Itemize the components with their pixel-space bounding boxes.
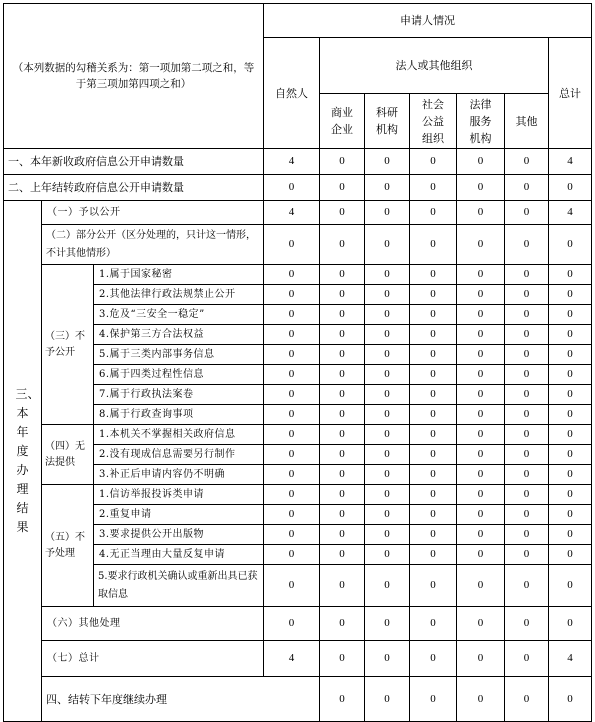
cell-research: 0 [365, 485, 410, 505]
cell-commercial: 0 [320, 485, 365, 505]
cell-commercial: 0 [320, 345, 365, 365]
cell-total: 0 [549, 405, 592, 425]
cell-legal-service: 0 [457, 545, 505, 565]
cell-total: 0 [549, 607, 592, 641]
cell-public-welfare: 0 [410, 225, 457, 265]
cell-research: 0 [365, 545, 410, 565]
cell-public-welfare: 0 [410, 505, 457, 525]
cell-other: 0 [505, 365, 549, 385]
cell-legal-service: 0 [457, 485, 505, 505]
cell-legal-service: 0 [457, 175, 505, 201]
cell-legal-service: 0 [457, 445, 505, 465]
cell-other: 0 [505, 175, 549, 201]
cell-legal-service: 0 [457, 607, 505, 641]
cell-natural-person: 0 [264, 265, 320, 285]
section-3-text: 三、本年度办理结果 [15, 387, 40, 534]
cell-other: 0 [505, 465, 549, 485]
cell-commercial: 0 [320, 225, 365, 265]
cell-natural-person: 0 [264, 525, 320, 545]
cell-commercial: 0 [320, 149, 365, 175]
row-label: 7.属于行政执法案卷 [94, 385, 264, 405]
applicant-header: 申请人情况 [264, 4, 592, 38]
cell-natural-person: 0 [264, 465, 320, 485]
cell-legal-service: 0 [457, 149, 505, 175]
table-row [4, 677, 592, 722]
row-label: 3.要求提供公开出版物 [94, 525, 264, 545]
row-label: 5.属于三类内部事务信息 [94, 345, 264, 365]
cell-research: 0 [365, 175, 410, 201]
cell-natural-person: 0 [264, 565, 320, 607]
cell-other: 0 [505, 325, 549, 345]
table-row [4, 425, 592, 445]
cell-total: 0 [549, 175, 592, 201]
cell-natural-person: 4 [264, 149, 320, 175]
cell-other: 0 [505, 385, 549, 405]
cell-research: 0 [365, 149, 410, 175]
relation-note: （本列数据的勾稽关系为：第一项加第二项之和，等于第三项加第四项之和） [4, 4, 264, 149]
cell-natural-person: 4 [264, 641, 320, 677]
cell-natural-person: 0 [320, 677, 365, 722]
cell-natural-person: 0 [264, 607, 320, 641]
cell-research: 0 [365, 365, 410, 385]
cell-total: 0 [549, 325, 592, 345]
cell-commercial: 0 [320, 285, 365, 305]
cell-other: 0 [505, 149, 549, 175]
cell-public-welfare: 0 [410, 607, 457, 641]
cell-legal-service: 0 [457, 565, 505, 607]
cell-public-welfare: 0 [410, 405, 457, 425]
cell-other: 0 [505, 485, 549, 505]
cell-public-welfare: 0 [410, 149, 457, 175]
legal-org-header: 法人或其他组织 [320, 38, 549, 94]
header-row-1 [4, 4, 592, 38]
cell-public-welfare: 0 [410, 325, 457, 345]
row-label: 1.信访举报投诉类申请 [94, 485, 264, 505]
row-label: 四、结转下年度继续办理 [42, 677, 320, 722]
other-header: 其他 [505, 94, 549, 149]
cell-public-welfare: 0 [410, 365, 457, 385]
cell-natural-person: 0 [264, 485, 320, 505]
cell-other: 0 [505, 545, 549, 565]
cell-public-welfare: 0 [410, 201, 457, 225]
cell-natural-person: 0 [264, 385, 320, 405]
cell-public-welfare: 0 [410, 485, 457, 505]
cell-research: 0 [365, 505, 410, 525]
cell-legal-service: 0 [457, 201, 505, 225]
cell-total: 0 [549, 545, 592, 565]
cell-natural-person: 0 [264, 225, 320, 265]
cell-total: 0 [549, 485, 592, 505]
cell-public-welfare: 0 [410, 175, 457, 201]
cell-legal-service: 0 [457, 505, 505, 525]
natural-person-header: 自然人 [264, 38, 320, 149]
row-label: 4.保护第三方合法权益 [94, 325, 264, 345]
cell-other: 0 [505, 285, 549, 305]
cell-legal-service: 0 [457, 425, 505, 445]
table-row [4, 149, 592, 175]
row-label: 一、本年新收政府信息公开申请数量 [4, 149, 264, 175]
cell-public-welfare: 0 [410, 285, 457, 305]
cell-public-welfare: 0 [410, 445, 457, 465]
cell-total: 0 [549, 505, 592, 525]
legal-service-header: 法律服务机构 [457, 94, 505, 149]
cell-natural-person: 0 [264, 425, 320, 445]
cell-public-welfare: 0 [410, 641, 457, 677]
cell-other: 0 [505, 265, 549, 285]
cell-natural-person: 0 [264, 175, 320, 201]
cell-legal-service: 0 [457, 325, 505, 345]
cell-public-welfare: 0 [410, 545, 457, 565]
cell-legal-service: 0 [457, 345, 505, 365]
gov-info-disclosure-table-wrap [3, 3, 591, 715]
cell-total: 4 [549, 641, 592, 677]
cell-legal-service: 0 [457, 465, 505, 485]
cell-research: 0 [365, 385, 410, 405]
cell-other: 0 [505, 641, 549, 677]
cell-public-welfare: 0 [410, 385, 457, 405]
table-row [4, 607, 592, 641]
cell-commercial: 0 [320, 545, 365, 565]
total-header: 总计 [549, 38, 592, 149]
cell-natural-person: 0 [264, 365, 320, 385]
cell-total: 0 [549, 425, 592, 445]
cell-commercial: 0 [320, 325, 365, 345]
row-label: 5.要求行政机关确认或重新出具已获取信息 [94, 565, 264, 607]
row-label: 3.补正后申请内容仍不明确 [94, 465, 264, 485]
cell-other: 0 [505, 525, 549, 545]
group-label-unable: （四）无法提供 [42, 425, 94, 485]
cell-research: 0 [365, 265, 410, 285]
cell-commercial: 0 [320, 201, 365, 225]
cell-research: 0 [365, 225, 410, 265]
cell-legal-service: 0 [457, 405, 505, 425]
cell-natural-person: 0 [264, 285, 320, 305]
cell-public-welfare: 0 [410, 345, 457, 365]
cell-natural-person: 0 [264, 405, 320, 425]
cell-natural-person: 0 [264, 345, 320, 365]
cell-total: 0 [549, 345, 592, 365]
row-label: 二、上年结转政府信息公开申请数量 [4, 175, 264, 201]
cell-total: 0 [549, 445, 592, 465]
group-label-not-processed: （五）不予处理 [42, 485, 94, 607]
cell-total: 0 [549, 565, 592, 607]
cell-natural-person: 0 [264, 505, 320, 525]
cell-legal-service: 0 [457, 285, 505, 305]
row-label: （六）其他处理 [42, 607, 264, 641]
cell-research: 0 [365, 325, 410, 345]
cell-legal-service: 0 [457, 265, 505, 285]
cell-legal-service: 0 [457, 305, 505, 325]
cell-public-welfare: 0 [410, 265, 457, 285]
cell-legal-service: 0 [457, 525, 505, 545]
section-3-label [4, 201, 42, 722]
cell-legal-service: 0 [457, 225, 505, 265]
table-row [4, 265, 592, 285]
cell-research: 0 [365, 425, 410, 445]
row-label: 2.重复申请 [94, 505, 264, 525]
cell-total: 4 [549, 149, 592, 175]
row-label: 8.属于行政查询事项 [94, 405, 264, 425]
cell-research: 0 [365, 465, 410, 485]
row-label: 2.其他法律行政法规禁止公开 [94, 285, 264, 305]
table-row [4, 641, 592, 677]
cell-other: 0 [505, 607, 549, 641]
cell-other: 0 [505, 405, 549, 425]
group-label-withhold: （三）不予公开 [42, 265, 94, 425]
cell-other: 0 [505, 345, 549, 365]
table-row [4, 201, 592, 225]
cell-commercial: 0 [320, 425, 365, 445]
cell-legal-service: 0 [505, 677, 549, 722]
cell-total: 0 [549, 285, 592, 305]
row-label: （七）总计 [42, 641, 264, 677]
cell-other: 0 [505, 445, 549, 465]
table-row [4, 175, 592, 201]
cell-public-welfare: 0 [410, 305, 457, 325]
table-row [4, 485, 592, 505]
cell-research: 0 [410, 677, 457, 722]
cell-total: 0 [549, 305, 592, 325]
cell-research: 0 [365, 525, 410, 545]
row-label: 6.属于四类过程性信息 [94, 365, 264, 385]
cell-commercial: 0 [320, 305, 365, 325]
cell-public-welfare: 0 [410, 525, 457, 545]
cell-commercial: 0 [320, 175, 365, 201]
cell-total: 0 [549, 385, 592, 405]
cell-natural-person: 0 [264, 545, 320, 565]
cell-research: 0 [365, 445, 410, 465]
table-row [4, 225, 592, 265]
cell-commercial: 0 [320, 385, 365, 405]
cell-research: 0 [365, 641, 410, 677]
cell-natural-person: 0 [264, 445, 320, 465]
cell-commercial: 0 [320, 525, 365, 545]
cell-research: 0 [365, 607, 410, 641]
cell-other: 0 [505, 201, 549, 225]
cell-other: 0 [505, 505, 549, 525]
row-label: 1.本机关不掌握相关政府信息 [94, 425, 264, 445]
research-header: 科研机构 [365, 94, 410, 149]
commercial-header: 商业企业 [320, 94, 365, 149]
application-statistics-table [3, 3, 592, 722]
cell-commercial: 0 [320, 641, 365, 677]
cell-total: 0 [549, 525, 592, 545]
row-label: （一）予以公开 [42, 201, 264, 225]
row-label: 1.属于国家秘密 [94, 265, 264, 285]
cell-commercial: 0 [320, 405, 365, 425]
cell-commercial: 0 [320, 565, 365, 607]
row-label: （二）部分公开（区分处理的，只计这一情形，不计其他情形） [42, 225, 264, 265]
cell-natural-person: 0 [264, 325, 320, 345]
cell-commercial: 0 [320, 265, 365, 285]
cell-total: 0 [549, 465, 592, 485]
cell-total: 0 [549, 225, 592, 265]
cell-public-welfare: 0 [410, 565, 457, 607]
cell-commercial: 0 [365, 677, 410, 722]
cell-research: 0 [365, 345, 410, 365]
row-label: 2.没有现成信息需要另行制作 [94, 445, 264, 465]
cell-public-welfare: 0 [410, 425, 457, 445]
row-label: 4.无正当理由大量反复申请 [94, 545, 264, 565]
cell-research: 0 [365, 201, 410, 225]
cell-commercial: 0 [320, 365, 365, 385]
cell-research: 0 [365, 285, 410, 305]
cell-commercial: 0 [320, 445, 365, 465]
cell-public-welfare: 0 [457, 677, 505, 722]
cell-research: 0 [365, 305, 410, 325]
cell-legal-service: 0 [457, 385, 505, 405]
cell-legal-service: 0 [457, 641, 505, 677]
cell-other: 0 [549, 677, 592, 722]
cell-other: 0 [505, 425, 549, 445]
cell-other: 0 [505, 565, 549, 607]
cell-other: 0 [505, 225, 549, 265]
public-welfare-header: 社会公益组织 [410, 94, 457, 149]
cell-total: 0 [549, 265, 592, 285]
cell-other: 0 [505, 305, 549, 325]
cell-natural-person: 0 [264, 305, 320, 325]
cell-commercial: 0 [320, 607, 365, 641]
cell-total: 4 [549, 201, 592, 225]
cell-legal-service: 0 [457, 365, 505, 385]
cell-commercial: 0 [320, 465, 365, 485]
cell-research: 0 [365, 565, 410, 607]
cell-commercial: 0 [320, 505, 365, 525]
cell-public-welfare: 0 [410, 465, 457, 485]
cell-total: 0 [549, 365, 592, 385]
cell-natural-person: 4 [264, 201, 320, 225]
row-label: 3.危及“三安全一稳定” [94, 305, 264, 325]
cell-research: 0 [365, 405, 410, 425]
